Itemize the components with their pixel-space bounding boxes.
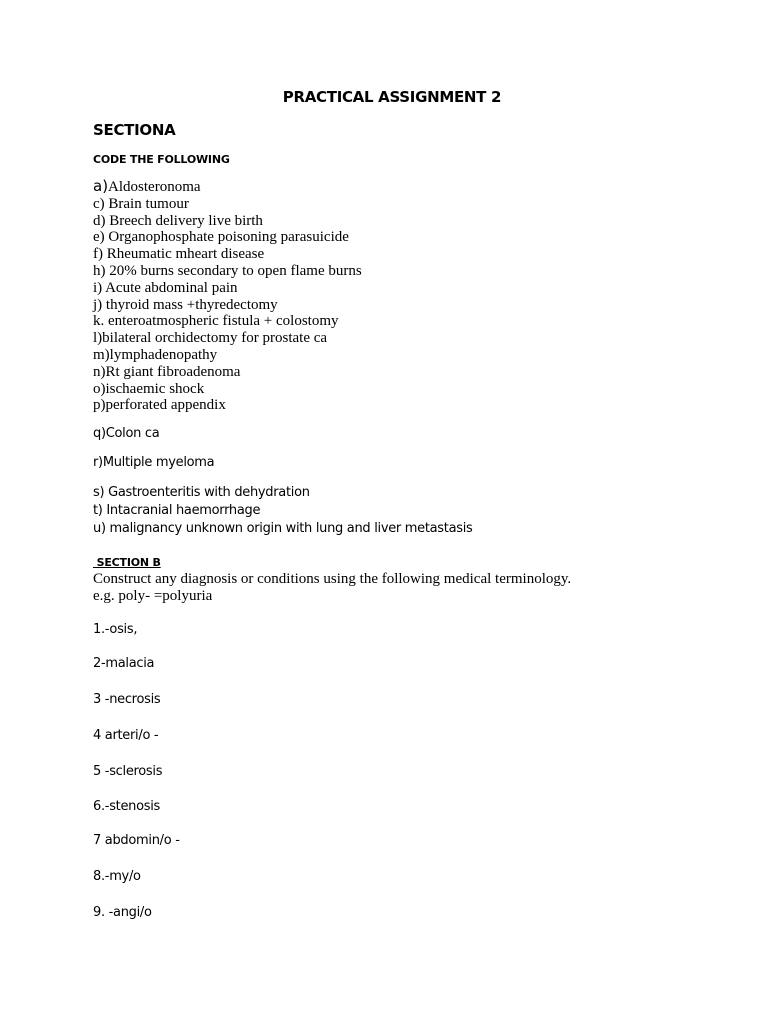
list-item: t) Intacranial haemorrhage	[93, 503, 261, 518]
first-item-text: Aldosteronoma	[108, 179, 201, 195]
list-item: l)bilateral orchidectomy for prostate ca	[93, 330, 328, 347]
document-title: PRACTICAL ASSIGNMENT 2	[282, 88, 502, 106]
list-item: f) Rheumatic mheart disease	[93, 246, 265, 263]
list-item: h) 20% burns secondary to open flame burns	[93, 262, 362, 279]
list-item: o)ischaemic shock	[93, 380, 205, 397]
section-a-sans-list	[93, 484, 473, 538]
list-item: u) malignancy unknown origin with lung and liver metastasis	[93, 521, 473, 536]
item-r: r)Multiple myeloma	[93, 455, 215, 470]
instruction-line: Construct any diagnosis or conditions using the following medical terminology.	[93, 571, 572, 587]
list-item: k. enteroatmospheric fistula + colostomy	[93, 313, 339, 330]
term-item: 1.-osis,	[93, 622, 138, 637]
term-item: 2-malacia	[93, 656, 155, 671]
section-b-heading: SECTION B	[93, 556, 161, 569]
section-b-instructions	[93, 571, 571, 605]
list-item: d) Breech delivery live birth	[93, 212, 263, 229]
section-a-heading: SECTIONA	[93, 121, 176, 139]
list-item: n)Rt giant fibroadenoma	[93, 363, 241, 380]
term-item: 5 -sclerosis	[93, 764, 163, 779]
list-item: j) thyroid mass +thyredectomy	[93, 296, 278, 313]
first-item-prefix: a)	[93, 177, 109, 195]
list-item: p)perforated appendix	[93, 397, 226, 414]
list-item: m)lymphadenopathy	[93, 346, 218, 363]
section-a-instruction: CODE THE FOLLOWING	[93, 153, 230, 166]
list-item	[93, 178, 362, 196]
term-item: 6.-stenosis	[93, 799, 161, 814]
term-item: 3 -necrosis	[93, 692, 161, 707]
term-item: 8.-my/o	[93, 869, 141, 884]
list-item: i) Acute abdominal pain	[93, 279, 238, 296]
term-item: 9. -angi/o	[93, 905, 152, 920]
section-a-serif-list	[93, 178, 362, 414]
list-item: c) Brain tumour	[93, 195, 189, 212]
instruction-line: e.g. poly- =polyuria	[93, 587, 213, 604]
list-item: s) Gastroenteritis with dehydration	[93, 485, 310, 500]
list-item: e) Organophosphate poisoning parasuicide	[93, 229, 349, 246]
item-q: q)Colon ca	[93, 426, 160, 441]
term-item: 4 arteri/o -	[93, 728, 159, 743]
term-item: 7 abdomin/o -	[93, 833, 180, 848]
